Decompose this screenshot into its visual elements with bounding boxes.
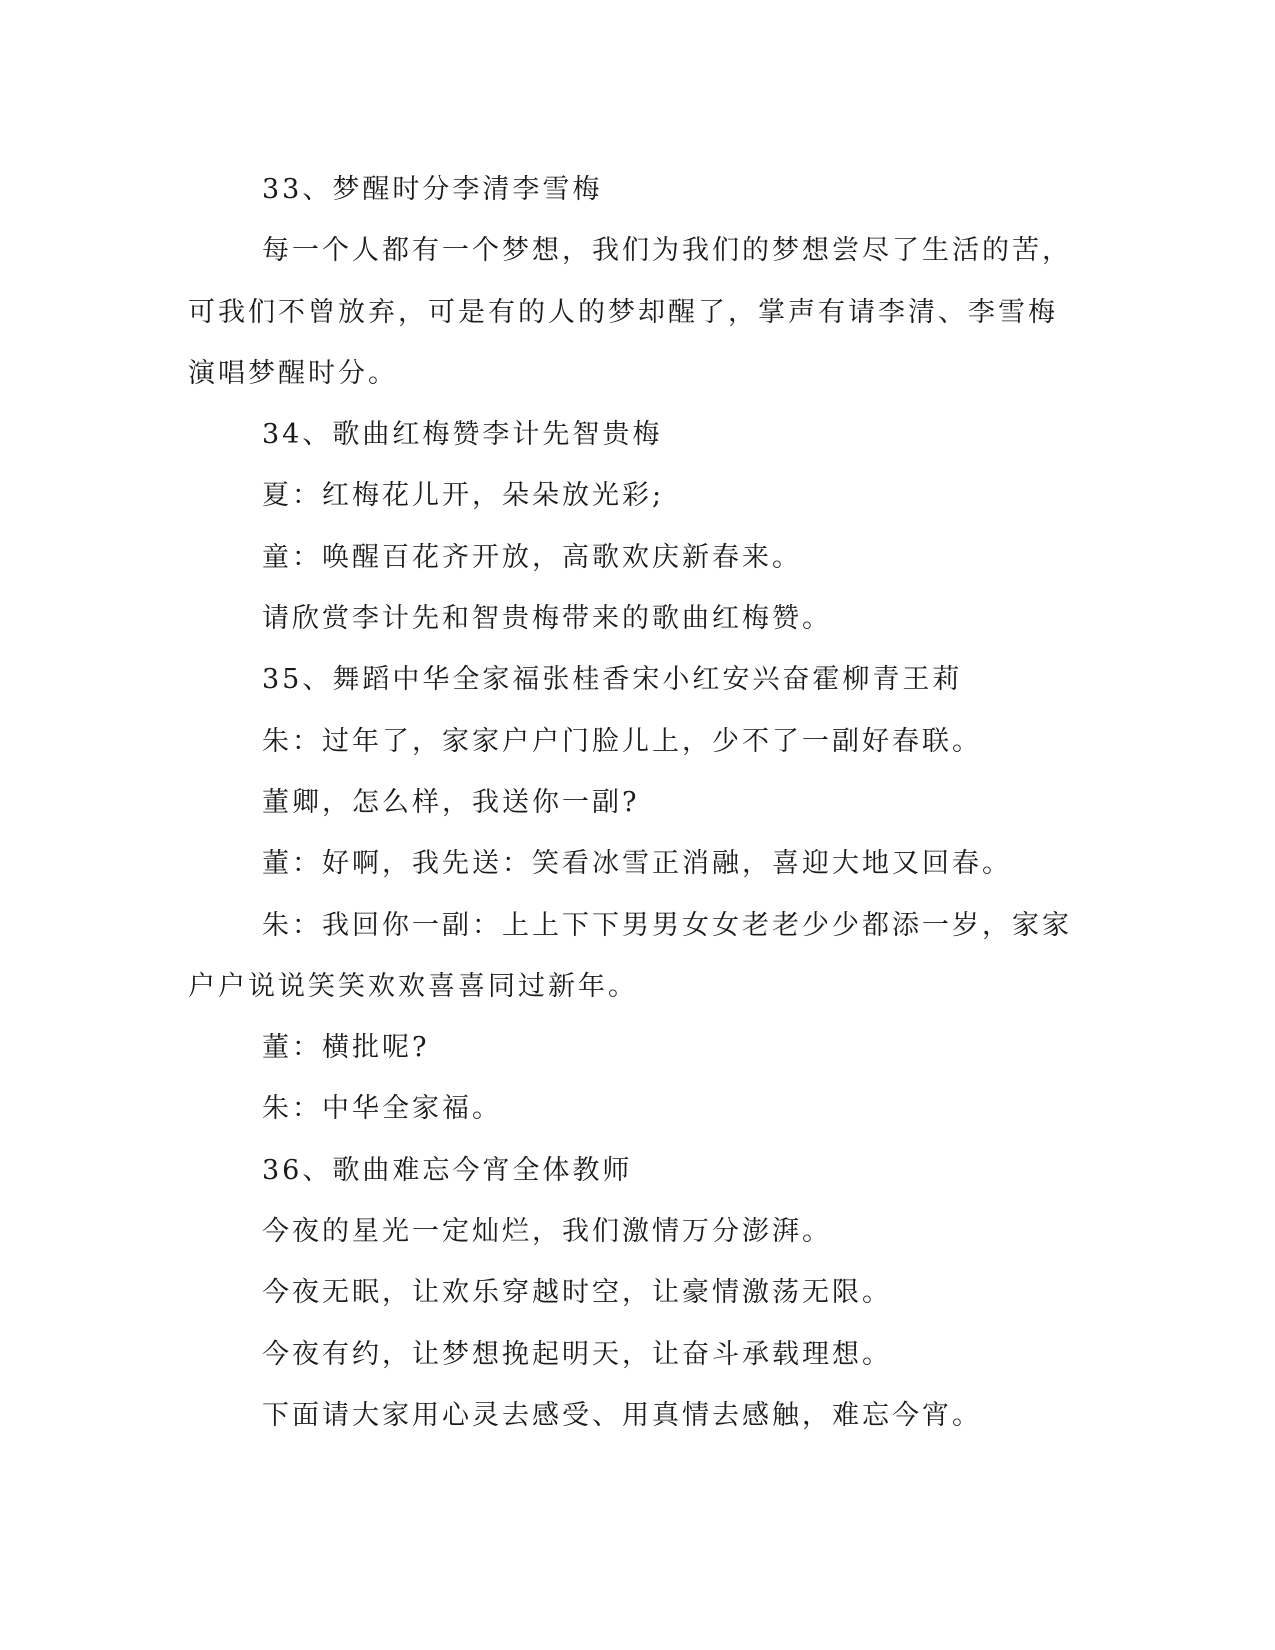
paragraph: 今夜有约，让梦想挽起明天，让奋斗承载理想。 xyxy=(262,1338,892,1370)
section-heading-33: 33、梦醒时分李清李雪梅 xyxy=(262,174,603,205)
dialogue-line: 朱：过年了，家家户户门脸儿上，少不了一副好春联。 xyxy=(262,725,982,757)
paragraph: 请欣赏李计先和智贵梅带来的歌曲红梅赞。 xyxy=(262,603,832,635)
paragraph: 今夜无眠，让欢乐穿越时空，让豪情激荡无限。 xyxy=(262,1277,892,1309)
dialogue-line: 董：好啊，我先送：笑看冰雪正消融，喜迎大地又回春。 xyxy=(262,848,1012,880)
paragraph: 每一个人都有一个梦想，我们为我们的梦想尝尽了生活的苦，可我们不曾放弃，可是有的人的梦却醒了，掌声有请李清、李雪梅演唱梦醒时分。 xyxy=(188,235,1072,389)
section-heading-34: 34、歌曲红梅赞李计先智贵梅 xyxy=(262,419,663,451)
paragraph: 下面请大家用心灵去感受、用真情去感触，难忘今宵。 xyxy=(262,1399,982,1431)
paragraph: 今夜的星光一定灿烂，我们激情万分澎湃。 xyxy=(262,1216,832,1248)
dialogue-line: 童：唤醒百花齐开放，高歌欢庆新春来。 xyxy=(262,541,802,573)
document-body xyxy=(188,159,1078,1446)
section-heading-36: 36、歌曲难忘今宵全体教师 xyxy=(262,1154,633,1186)
dialogue-line: 董：横批呢? xyxy=(262,1032,430,1064)
dialogue-line: 董卿，怎么样，我送你一副? xyxy=(262,786,640,818)
section-heading-35: 35、舞蹈中华全家福张桂香宋小红安兴奋霍柳青王莉 xyxy=(262,664,963,696)
dialogue-line: 夏：红梅花儿开，朵朵放光彩; xyxy=(262,480,665,512)
dialogue-line: 朱：中华全家福。 xyxy=(262,1093,502,1125)
dialogue-line: 朱：我回你一副：上上下下男男女女老老少少都添一岁，家家户户说说笑笑欢欢喜喜同过新年。 xyxy=(188,909,1072,1002)
